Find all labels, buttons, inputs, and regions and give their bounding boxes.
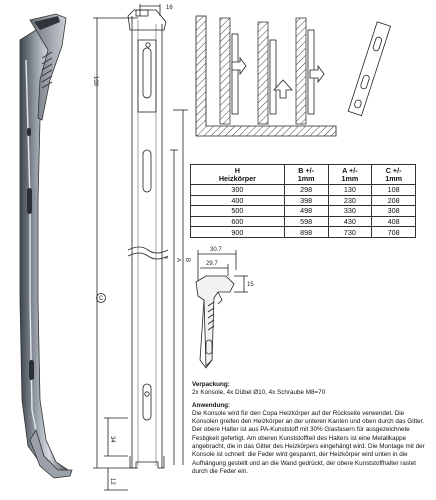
cell: 600	[191, 216, 285, 227]
cell: 898	[284, 227, 328, 238]
dim-34: 34	[109, 436, 115, 443]
cell: 430	[328, 216, 372, 227]
cell: 208	[372, 195, 416, 206]
cell: 108	[372, 185, 416, 196]
dim-label-b: B	[184, 258, 190, 263]
header-h: H Heizkörper	[191, 165, 285, 185]
table-row	[191, 195, 416, 206]
dim-top-width: 16	[166, 5, 173, 11]
header-a: A +/- 1mm	[328, 165, 372, 185]
detail-dim-29-7: 29.7	[206, 261, 218, 267]
packaging-text: 2x Konsole, 4x Dübel Ø10, 4x Schraube M8=70	[192, 389, 326, 397]
cell: 708	[372, 227, 416, 238]
cell: 230	[328, 195, 372, 206]
dim-12: 12	[109, 478, 115, 485]
table-row	[191, 206, 416, 217]
cell: 330	[328, 206, 372, 217]
dim-label-c: C	[99, 296, 104, 302]
header-b: B +/- 1mm	[284, 165, 328, 185]
description-text	[192, 381, 428, 476]
usage-heading: Anwendung:	[192, 401, 231, 409]
packaging-heading: Verpackung:	[192, 381, 230, 388]
table-row	[191, 227, 416, 238]
usage-text: Die Konsole wird für den Copa Heizkörper auf der Rückseite verwendet. Die Konsolen greifen den Heizkörper an der unteren Kanten und oben durch das Gitter. Der obere Halter ist aus PA-Kunststoff mit 30% Glasfasern für ausgezeichnete Festigkeit gefertigt. Am oberen Kunststoffteil des Halters ist eine Metallkappe angebracht, die in das Gitter des Heizkörpers eingehängt wird. Die Montage mit der Konsole ist schnell: die Feder wird gespannt, der Heizkörper wird unten in die Aufhängung gestellt und an die Wand gedrückt, der obere Kunststoffhalter rastet durch die Feder ein.	[192, 409, 425, 475]
dim-label-a: A	[175, 258, 181, 263]
cell: 300	[191, 185, 285, 196]
cell: 730	[328, 227, 372, 238]
cell: 130	[328, 185, 372, 196]
cell: 400	[191, 195, 285, 206]
cell: 498	[284, 206, 328, 217]
cell: 598	[284, 216, 328, 227]
dim-height-100: 100	[92, 76, 98, 87]
detail-dim-30-7: 30.7	[210, 247, 222, 253]
detail-dim-15: 15	[247, 282, 254, 288]
spec-table	[190, 164, 416, 238]
table-row	[191, 185, 416, 196]
header-c: C +/- 1mm	[372, 165, 416, 185]
cell: 408	[372, 216, 416, 227]
cell: 398	[284, 195, 328, 206]
cell: 500	[191, 206, 285, 217]
table-row	[191, 216, 416, 227]
cell: 298	[284, 185, 328, 196]
cell: 308	[372, 206, 416, 217]
cell: 900	[191, 227, 285, 238]
